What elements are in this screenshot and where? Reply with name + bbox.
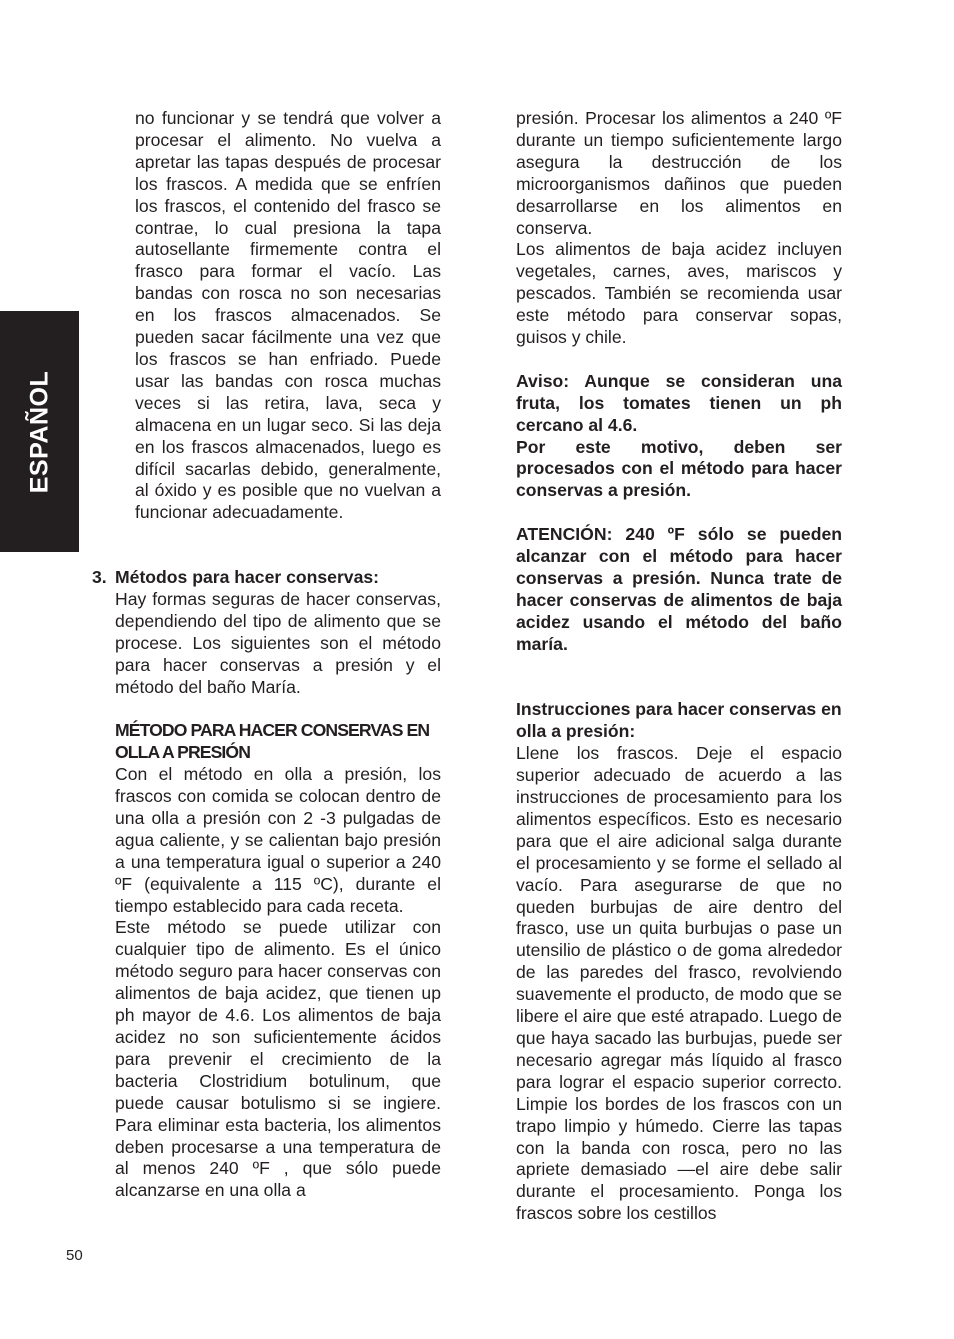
spacer [516,656,842,700]
spacer [115,698,441,720]
language-tab-label: ESPAÑOL [25,370,53,493]
right-column [516,108,842,1225]
instructions-heading: Instrucciones para hacer conservas en olla a presión: [516,699,842,742]
pressure-method-heading: MÉTODO PARA HACER CONSERVAS EN OLLA A PRESIÓN [115,720,430,763]
intro-paragraph: no funcionar y se tendrá que volver a procesar el alimento. No vuelva a apretar las tapas después de procesar los frascos. A medida que se enfríen los frascos, el contenido del frasco se contrae, lo cual presiona la tapa autosellante firmemente contra el frasco para formar el vacío. Las bandas con rosca no son necesarias en los frascos almacenados. Se pueden sacar fácilmente una vez que los frascos se han enfriado. Puede usar las bandas con rosca muchas veces si las retira, lava, seca y almacena en un lugar seco. Si las deja en los frascos almacenados, luego es difícil sacarlas debido, generalmente, al óxido y es posible que no vuelvan a funcionar adecuadamente. [135,108,441,523]
pressure-method-paragraph: Con el método en olla a presión, los frascos con comida se colocan dentro de una olla a presión con 2 -3 pulgadas de agua caliente, y se calientan bajo presión a una temperatura igual o superior a 240 ºF (equivalente a 115 ºC), durante el tiempo establecido para cada receta. [115,764,441,916]
tomato-notice-reason: Por este motivo, deben ser procesados con el método para hacer conservas a presión. [516,436,842,501]
language-side-tab [0,311,79,552]
attention-notice: ATENCIÓN: 240 ºF sólo se pueden alcanzar con el método para hacer conservas a presión. Nunca trate de hacer conservas de alimentos de baja acidez usando el método del baño maría. [516,524,842,654]
spacer [516,349,842,371]
section-heading: Métodos para hacer conservas: [115,567,380,587]
list-item-3 [92,567,441,1202]
processing-paragraph: presión. Procesar los alimentos a 240 ºF durante un tiempo suficientemente largo asegura la destrucción de los microorganismos dañinos que pueden desarrollarse en los alimentos en conserva. [516,108,842,238]
left-column-intro [135,108,441,524]
spacer [516,502,842,524]
instructions-paragraph: Llene los frascos. Deje el espacio superior adecuado de acuerdo a las instrucciones de procesamiento para los alimentos específicos. Esto es necesario para que el aire adicional salga durante el procesamiento y se forme el sellado al vacío. Para asegurarse de que no queden burbujas de aire dentro del frasco, use un quita burbujas o pase un utensilio de plástico o de goma alrededor de las paredes del frasco, revolviendo suavemente el producto, de modo que se libere el aire que esté atrapado. Luego de que haya sacado las burbujas, puede ser necesario agregar más líquido al frasco para lograr el espacio superior correcto. Limpie los bordes de los frascos con un trapo limpio y húmedo. Cierre las tapas con la banda con rosca, pero no las apriete demasiado —el aire debe salir durante el procesamiento. Ponga los frascos sobre los cestillos [516,743,842,1224]
list-item-body [115,567,441,1202]
methods-paragraph: Hay formas seguras de hacer conservas, dependiendo del tipo de alimento que se procese. Los siguientes son el método para hacer conservas a presión y el método del baño María. [115,588,441,697]
low-acid-paragraph: Este método se puede utilizar con cualquier tipo de alimento. Es el único método seguro para hacer conservas con alimentos de baja acidez, que tienen up ph mayor de 4.6. Los alimentos de baja acidez no son suficientemente ácidos para prevenir el crecimiento de la bacteria Clostridium botulinum, que puede causar botulismo si se ingiere. Para eliminar esta bacteria, los alimentos deben procesarse a una temperatura de al menos 240 ºF , que sólo puede alcanzarse en una olla a [115,917,441,1201]
list-item-number: 3. [92,567,107,587]
low-acid-foods-paragraph: Los alimentos de baja acidez incluyen vegetales, carnes, aves, mariscos y pescados. También se recomienda usar este método para conservar sopas, guisos y chile. [516,239,842,348]
tomato-notice: Aviso: Aunque se consideran una fruta, los tomates tienen un ph cercano al 4.6. [516,370,842,435]
page-number: 50 [66,1247,83,1264]
